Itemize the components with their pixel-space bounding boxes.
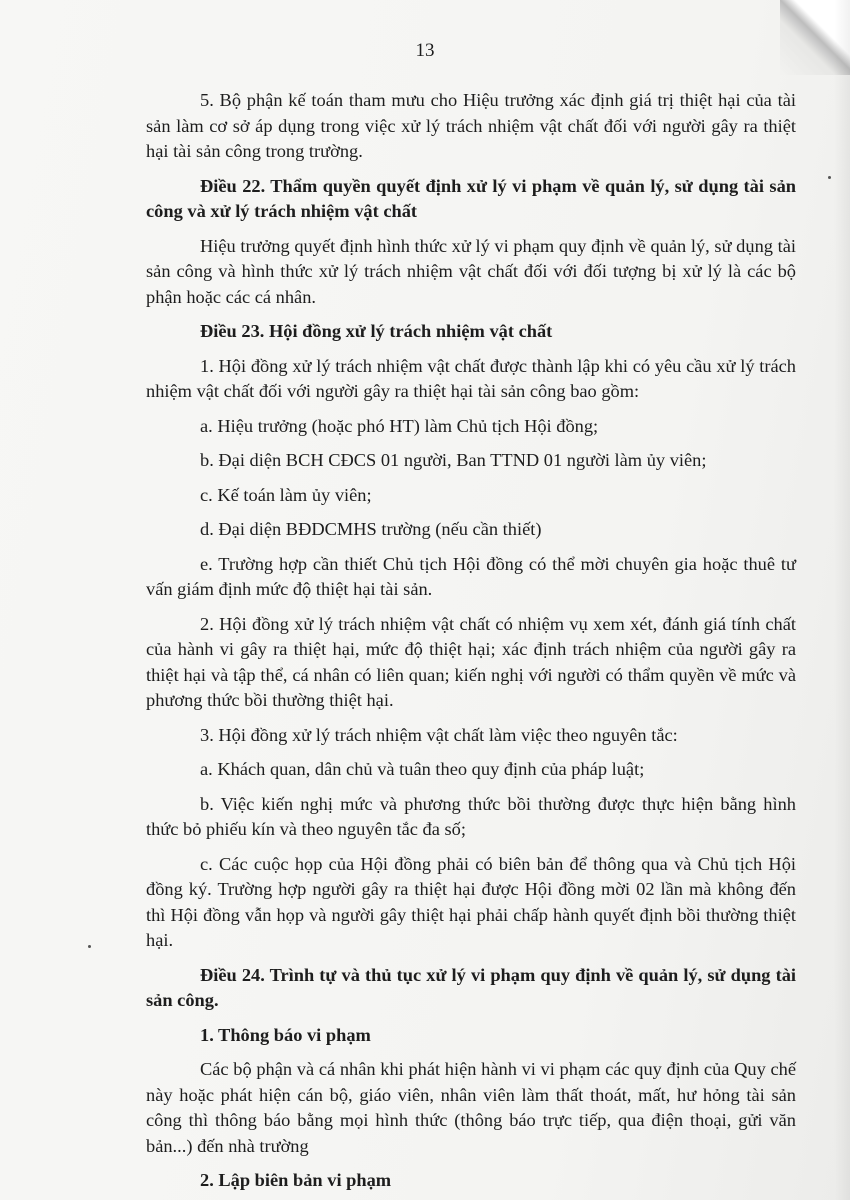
article-23-clause-1b: b. Đại diện BCH CĐCS 01 người, Ban TTND 01 người làm ủy viên; xyxy=(200,450,707,470)
paragraph-item-5: 5. Bộ phận kế toán tham mưu cho Hiệu trưởng xác định giá trị thiệt hại của tài sản làm cơ sở áp dụng trong việc xử lý trách nhiệm vật chất đối với người gây ra thiệt hại tài sản công trong trường. xyxy=(146,90,796,161)
document-body xyxy=(146,88,796,1200)
article-23-clause-1e: e. Trường hợp cần thiết Chủ tịch Hội đồng có thể mời chuyên gia hoặc thuê tư vấn giám định mức độ thiệt hại tài sản. xyxy=(146,553,796,599)
article-23-clause-3a: a. Khách quan, dân chủ và tuân theo quy định của pháp luật; xyxy=(200,759,645,779)
article-24-section-1-body: Các bộ phận và cá nhân khi phát hiện hành vi vi phạm các quy định của Quy chế này hoặc phát hiện cán bộ, giáo viên, nhân viên làm thất thoát, mất, hư hỏng tài sản công thì thông báo bằng mọi hình thức (thông báo trực tiếp, qua điện thoại, gửi văn bản...) đến nhà trường xyxy=(146,1059,796,1156)
page-number: 13 xyxy=(415,40,435,61)
article-23-clause-1d: d. Đại diện BĐDCMHS trường (nếu cần thiết) xyxy=(200,519,542,539)
article-23-clause-3: 3. Hội đồng xử lý trách nhiệm vật chất làm việc theo nguyên tắc: xyxy=(200,724,678,745)
scan-speck xyxy=(88,945,91,948)
article-23-clause-1: 1. Hội đồng xử lý trách nhiệm vật chất được thành lập khi có yêu cầu xử lý trách nhiệm vật chất đối với người gây ra thiệt hại tài sản công bao gồm: xyxy=(146,355,796,401)
scan-speck xyxy=(828,176,831,179)
page-edge-shadow xyxy=(834,0,850,1200)
article-24-section-1-heading: 1. Thông báo vi phạm xyxy=(200,1024,371,1045)
article-23-clause-1c: c. Kế toán làm ủy viên; xyxy=(200,484,372,505)
article-23-heading: Điều 23. Hội đồng xử lý trách nhiệm vật chất xyxy=(200,321,553,341)
article-22-body: Hiệu trưởng quyết định hình thức xử lý vi phạm quy định về quản lý, sử dụng tài sản công và hình thức xử lý trách nhiệm vật chất đối với đối tượng bị xử lý là các bộ phận hoặc các cá nhân. xyxy=(146,235,796,307)
article-24-heading: Điều 24. Trình tự và thủ tục xử lý vi phạm quy định về quản lý, sử dụng tài sản công. xyxy=(146,964,796,1010)
article-23-clause-1a: a. Hiệu trưởng (hoặc phó HT) làm Chủ tịch Hội đồng; xyxy=(200,415,599,436)
article-24-section-2-heading: 2. Lập biên bản vi phạm xyxy=(200,1170,392,1190)
article-23-clause-3b: b. Việc kiến nghị mức và phương thức bồi thường được thực hiện bằng hình thức bỏ phiếu kín và theo nguyên tắc đa số; xyxy=(146,793,796,839)
article-23-clause-2: 2. Hội đồng xử lý trách nhiệm vật chất có nhiệm vụ xem xét, đánh giá tính chất của hành vi gây ra thiệt hại, mức độ thiệt hại; xác định trách nhiệm của người gây ra thiệt hại và tập thể, cá nhân có liên quan; kiến nghị với người có thẩm quyền về mức và phương thức bồi thường thiệt hại. xyxy=(146,613,796,710)
article-22-heading: Điều 22. Thẩm quyền quyết định xử lý vi phạm về quản lý, sử dụng tài sản công và xử lý trách nhiệm vật chất xyxy=(146,175,796,221)
article-23-clause-3c: c. Các cuộc họp của Hội đồng phải có biên bản để thông qua và Chủ tịch Hội đồng ký. Trường hợp người gây ra thiệt hại được Hội đồng mời 02 lần mà không đến thì Hội đồng vẫn họp và người gây thiệt hại phải chấp hành quyết định bồi thường thiệt hại. xyxy=(146,853,796,950)
